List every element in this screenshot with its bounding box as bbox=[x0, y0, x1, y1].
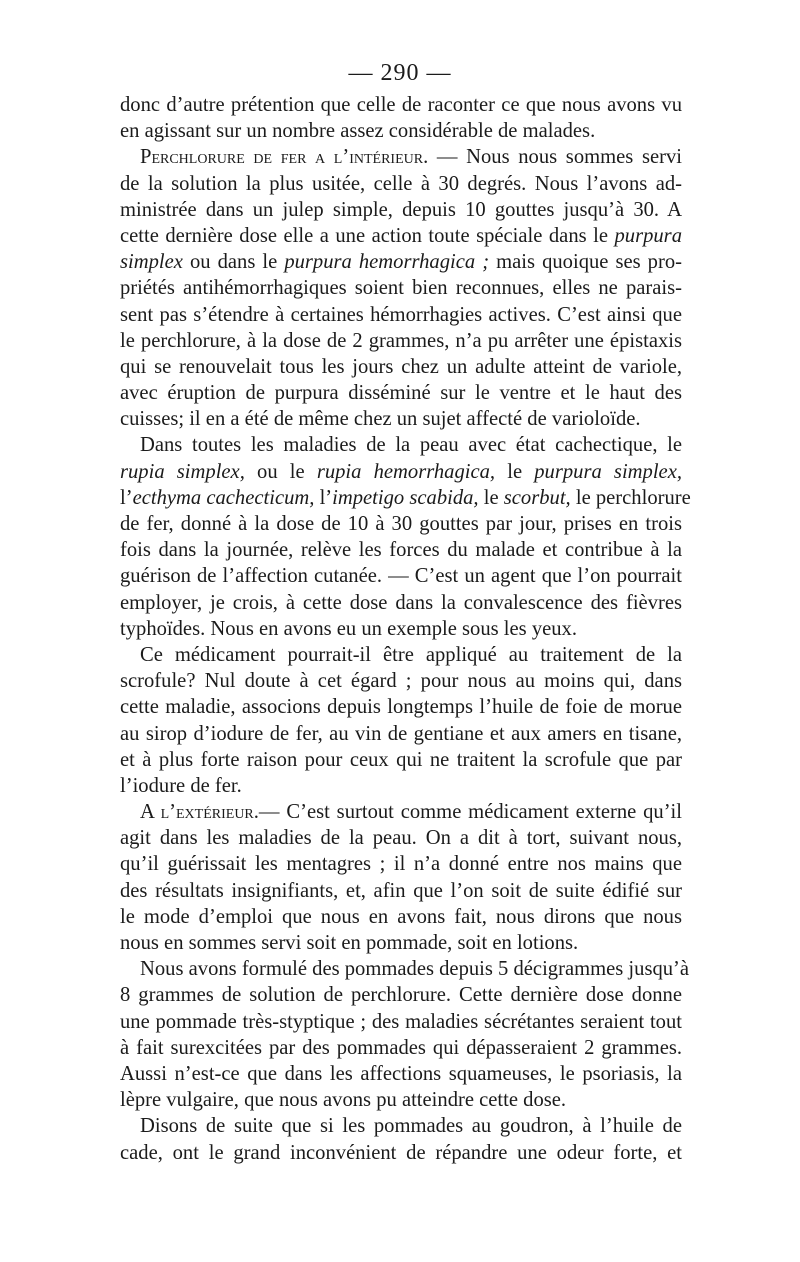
italic-term: impetigo scabida, bbox=[332, 486, 479, 509]
text-run: — Nous nous sommes servi bbox=[428, 146, 682, 169]
text-run: agit dans les maladies de la peau. On a dit à tort, suivant nous, bbox=[120, 827, 682, 850]
text-run: cette maladie, associons depuis longtemps l’huile de foie de morue bbox=[120, 696, 682, 719]
italic-term: purpura bbox=[614, 224, 682, 247]
text-run: cuisses; il en a été de même chez un sujet affecté de varioloïde. bbox=[120, 408, 641, 431]
text-run: fois dans la journée, relève les forces du malade et contribue à la bbox=[120, 539, 682, 562]
text-run: Nous avons formulé des pommades depuis 5 décigrammes jusqu’à bbox=[140, 958, 690, 981]
section-heading: Perchlorure de fer a l’intérieur. bbox=[140, 146, 429, 169]
text-run: ou le bbox=[244, 460, 317, 483]
text-run: ou dans le bbox=[182, 251, 285, 274]
text-run: le perchlorure bbox=[570, 486, 691, 509]
text-line bbox=[120, 249, 682, 275]
text-line bbox=[120, 328, 682, 354]
text-line bbox=[120, 354, 682, 380]
text-run: le bbox=[495, 460, 535, 483]
text-line bbox=[120, 1140, 682, 1166]
text-line bbox=[120, 144, 682, 170]
text-run: à fait surexcitées par des pommades qui dépasseraient 2 grammes. bbox=[120, 1036, 682, 1059]
text-line bbox=[120, 171, 682, 197]
text-run: une pommade très-styptique ; des maladies sécrétantes seraient tout bbox=[120, 1010, 682, 1033]
text-run: et à plus forte raison pour ceux qui ne traitent la scrofule que par bbox=[120, 748, 682, 771]
text-line bbox=[120, 459, 682, 485]
italic-term: rupia hemorrhagica, bbox=[316, 460, 496, 483]
text-run: le perchlorure, à la dose de 2 grammes, n’a pu arrêter une épistaxis bbox=[120, 329, 682, 352]
text-run: l’ bbox=[314, 486, 333, 509]
text-line bbox=[120, 92, 682, 118]
text-run: avec éruption de purpura disséminé sur le ventre et le haut des bbox=[120, 382, 682, 405]
text-line bbox=[120, 747, 682, 773]
text-line bbox=[120, 275, 682, 301]
text-run: cade, ont le grand inconvénient de répandre une odeur forte, et bbox=[120, 1141, 682, 1164]
text-run: scrofule? Nul doute à cet égard ; pour nous au moins qui, dans bbox=[120, 670, 682, 693]
text-line bbox=[120, 721, 682, 747]
text-line bbox=[120, 590, 682, 616]
text-run: Dans toutes les maladies de la peau avec état cachectique, le bbox=[140, 434, 682, 457]
text-run: des résultats insignifiants, et, afin que l’on soit de suite édifié sur bbox=[120, 879, 682, 902]
italic-term: rupia simplex, bbox=[120, 460, 245, 483]
text-line bbox=[120, 537, 682, 563]
text-line bbox=[120, 380, 682, 406]
text-run: lèpre vulgaire, que nous avons pu atteindre cette dose. bbox=[120, 1089, 567, 1112]
text-line bbox=[120, 223, 682, 249]
text-line bbox=[120, 878, 682, 904]
text-run: l’iodure de fer. bbox=[120, 774, 242, 797]
text-run: cette dernière dose elle a une action toute spéciale dans le bbox=[120, 224, 615, 247]
text-line bbox=[120, 694, 682, 720]
text-line bbox=[120, 406, 682, 432]
text-line bbox=[120, 511, 682, 537]
text-line bbox=[120, 642, 682, 668]
text-run: de fer, donné à la dose de 10 à 30 gouttes par jour, prises en trois bbox=[120, 513, 682, 535]
text-run: nous en sommes servi soit en pommade, soit en lotions. bbox=[120, 932, 579, 954]
italic-term: purpura simplex, bbox=[534, 460, 682, 483]
italic-term: ecthyma cachecticum, bbox=[132, 486, 315, 509]
text-line bbox=[120, 302, 682, 328]
text-line bbox=[120, 1035, 682, 1061]
text-run: qui se renouvelait tous les jours chez un adulte atteint de variole, bbox=[120, 355, 682, 378]
text-line bbox=[120, 1009, 682, 1035]
text-run: mais quoique ses pro- bbox=[489, 251, 682, 274]
text-run: employer, je crois, à cette dose dans la convalescence des fièvres bbox=[120, 591, 682, 614]
text-run: au sirop d’iodure de fer, au vin de gentiane et aux amers en tisane, bbox=[120, 722, 682, 745]
page-number: — 290 — bbox=[348, 60, 452, 86]
text-line bbox=[120, 1113, 682, 1139]
text-line bbox=[120, 904, 682, 930]
text-line bbox=[120, 825, 682, 851]
text-line bbox=[120, 432, 682, 458]
text-run: sent pas s’étendre à certaines hémorrhagies actives. C’est ainsi que bbox=[120, 303, 682, 326]
text-line bbox=[120, 1061, 682, 1087]
italic-term: simplex bbox=[120, 251, 183, 274]
text-run: guérison de l’affection cutanée. — C’est un agent que l’on pourrait bbox=[120, 565, 682, 588]
text-line bbox=[120, 956, 690, 982]
text-run: typhoïdes. Nous en avons eu un exemple sous les yeux. bbox=[120, 617, 577, 640]
text-run: 8 grammes de solution de perchlorure. Cette dernière dose donne bbox=[120, 984, 682, 1007]
section-heading: l’extérieur. bbox=[160, 801, 259, 824]
text-run: l’ bbox=[120, 486, 133, 509]
text-line bbox=[120, 668, 682, 694]
text-run: priétés antihémorrhagiques soient bien reconnues, elles ne parais- bbox=[120, 277, 682, 300]
text-run: qu’il guérissait les mentagres ; il n’a donné entre nos mains que bbox=[120, 853, 682, 876]
text-line bbox=[120, 563, 682, 589]
text-run: Ce médicament pourrait-il être appliqué au traitement de la bbox=[140, 643, 682, 666]
italic-term: scorbut, bbox=[503, 486, 571, 509]
text-run: Aussi n’est-ce que dans les affections squameuses, le psoriasis, la bbox=[120, 1062, 682, 1085]
text-line bbox=[120, 930, 682, 956]
text-line bbox=[120, 773, 682, 799]
text-run: donc d’autre prétention que celle de raconter ce que nous avons vu bbox=[120, 94, 682, 116]
text-run: en agissant sur un nombre assez considérable de malades. bbox=[120, 120, 596, 143]
text-line bbox=[120, 851, 682, 877]
text-run: Disons de suite que si les pommades au goudron, à l’huile de bbox=[140, 1115, 682, 1138]
text-run: le bbox=[478, 486, 504, 509]
italic-term: purpura hemorrhagica ; bbox=[284, 251, 490, 274]
text-line bbox=[120, 118, 682, 144]
text-run: de la solution la plus usitée, celle à 30 degrés. Nous l’avons ad- bbox=[120, 172, 682, 195]
text-run: ministrée dans un julep simple, depuis 10 gouttes jusqu’à 30. A bbox=[120, 198, 682, 221]
text-line bbox=[120, 982, 682, 1008]
text-run: le mode d’emploi que nous en avons fait, nous dirons que nous bbox=[120, 905, 682, 928]
text-run: A bbox=[140, 801, 161, 824]
text-run: — C’est surtout comme médicament externe qu’il bbox=[258, 801, 683, 824]
text-line bbox=[120, 616, 682, 642]
text-line bbox=[120, 485, 691, 511]
text-line bbox=[120, 197, 682, 223]
text-line bbox=[120, 1087, 682, 1113]
text-line bbox=[120, 799, 682, 825]
body-text bbox=[120, 92, 691, 1166]
